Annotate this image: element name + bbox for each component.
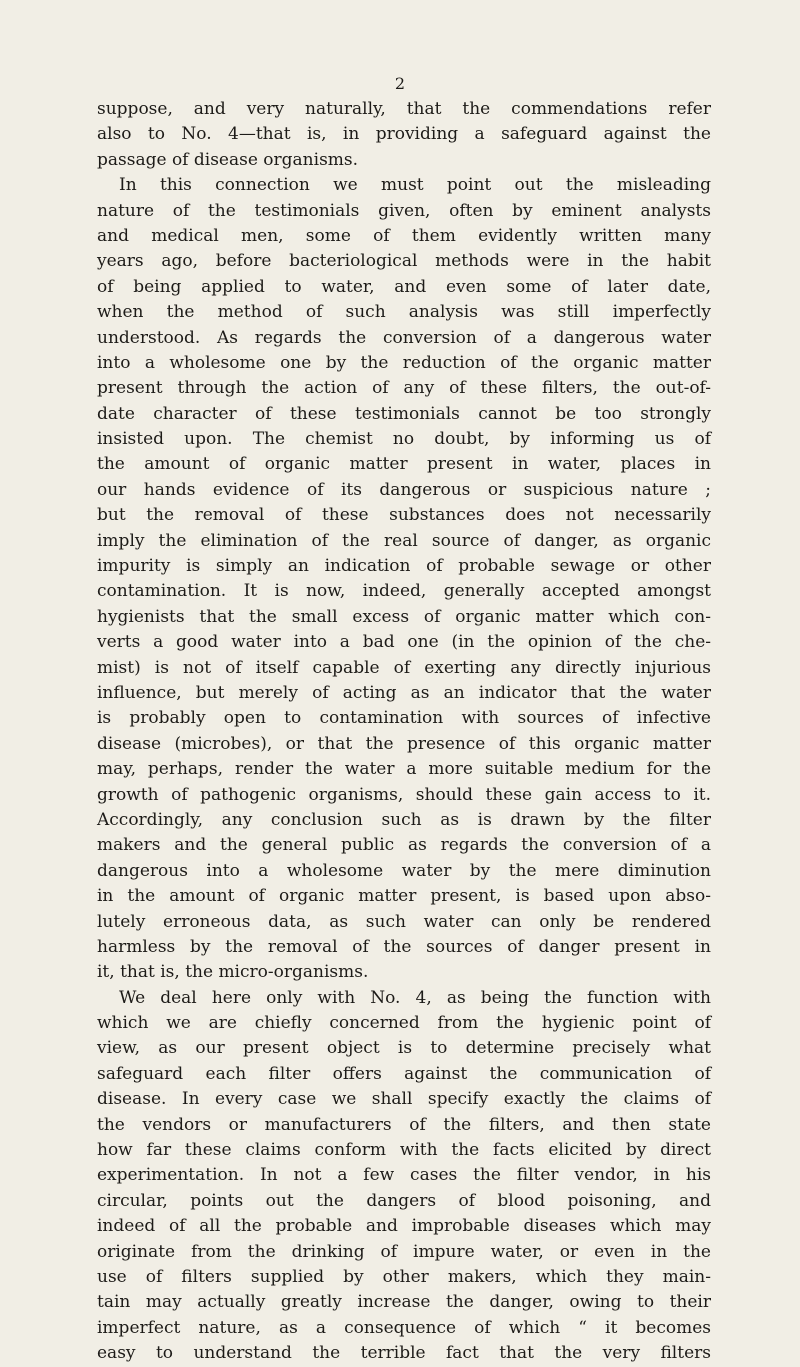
text-line: contamination. It is now, indeed, generally accepted amongst	[97, 581, 711, 602]
text-line: easy to understand the terrible fact that the very filters	[97, 1343, 711, 1364]
text-line: disease (microbes), or that the presence of this organic matter	[97, 733, 711, 754]
text-line: originate from the drinking of impure water, or even in the	[97, 1241, 711, 1262]
text-line: suppose, and very naturally, that the commendations refer	[97, 99, 711, 119]
text-line: impurity is simply an indication of probable sewage or other	[97, 556, 711, 577]
text-line: but the removal of these substances does not necessarily	[97, 505, 711, 526]
text-line: We deal here only with No. 4, as being the function with	[119, 987, 711, 1008]
text-line: circular, points out the dangers of blood poisoning, and	[97, 1190, 711, 1211]
text-line: mist) is not of itself capable of exerting any directly injurious	[97, 657, 711, 678]
text-line: understood. As regards the conversion of a dangerous water	[97, 327, 711, 348]
text-line: use of filters supplied by other makers, which they main-	[97, 1266, 711, 1287]
text-line: it, that is, the micro-organisms.	[97, 962, 369, 983]
text-line: In this connection we must point out the misleading	[119, 175, 711, 196]
text-line: in the amount of organic matter present, is based upon abso-	[97, 886, 711, 907]
text-line: date character of these testimonials cannot be too strongly	[97, 403, 711, 424]
text-line: into a wholesome one by the reduction of the organic matter	[97, 352, 711, 373]
text-line: the vendors or manufacturers of the filters, and then state	[97, 1114, 711, 1135]
text-line: and medical men, some of them evidently written many	[97, 225, 711, 246]
text-line: insisted upon. The chemist no doubt, by informing us of	[97, 429, 711, 450]
text-line: makers and the general public as regards the conversion of a	[97, 835, 711, 856]
text-line: imply the elimination of the real source of danger, as organic	[97, 530, 711, 551]
text-line: indeed of all the probable and improbable diseases which may	[97, 1216, 711, 1237]
text-line: harmless by the removal of the sources of danger present in	[97, 936, 711, 957]
text-line: tain may actually greatly increase the danger, owing to their	[97, 1292, 711, 1313]
text-line: passage of disease organisms.	[97, 149, 359, 170]
text-line: view, as our present object is to determine precisely what	[97, 1038, 711, 1059]
text-line: hygienists that the small excess of organic matter which con-	[97, 606, 711, 627]
text-line: how far these claims conform with the facts elicited by direct	[97, 1140, 711, 1161]
text-line: when the method of such analysis was still imperfectly	[97, 302, 711, 323]
text-line: safeguard each filter offers against the communication of	[97, 1063, 711, 1084]
text-line: which we are chiefly concerned from the hygienic point of	[97, 1013, 711, 1034]
text-line: verts a good water into a bad one (in the opinion of the che-	[97, 632, 711, 653]
text-line: the amount of organic matter present in water, places in	[97, 454, 711, 475]
text-line: dangerous into a wholesome water by the mere diminution	[97, 860, 711, 881]
text-line: years ago, before bacteriological methods were in the habit	[97, 251, 711, 272]
text-line: experimentation. In not a few cases the filter vendor, in his	[97, 1165, 711, 1186]
text-line: disease. In every case we shall specify exactly the claims of	[97, 1089, 711, 1110]
text-line: may, perhaps, render the water a more suitable medium for the	[97, 759, 711, 780]
text-line: influence, but merely of acting as an indicator that the water	[97, 682, 711, 703]
text-line: present through the action of any of these filters, the out-of-	[97, 378, 711, 399]
text-line: of being applied to water, and even some of later date,	[97, 276, 711, 297]
text-line: lutely erroneous data, as such water can only be rendered	[97, 911, 711, 932]
text-line: our hands evidence of its dangerous or suspicious nature ;	[97, 479, 711, 500]
text-line: is probably open to contamination with sources of infective	[97, 708, 711, 729]
text-line: also to No. 4—that is, in providing a safeguard against the	[97, 124, 711, 145]
text-line: Accordingly, any conclusion such as is drawn by the filter	[97, 809, 711, 830]
page-number: 2	[394, 74, 406, 93]
body-text	[97, 97, 711, 1367]
text-line: nature of the testimonials given, often by eminent analysts	[97, 200, 711, 221]
text-line: imperfect nature, as a consequence of which “ it becomes	[97, 1317, 711, 1338]
text-line: growth of pathogenic organisms, should these gain access to it.	[97, 784, 711, 805]
